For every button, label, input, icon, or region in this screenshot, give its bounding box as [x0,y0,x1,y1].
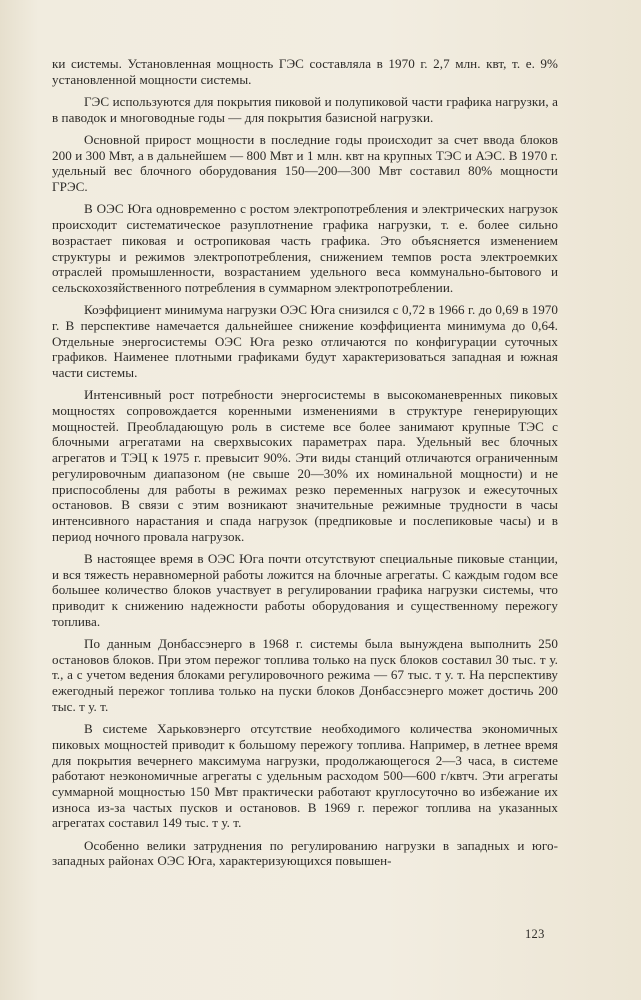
body-text [52,56,558,876]
paragraph-6: Интенсивный рост потребности энергосистемы в высокоманевренных пиковых мощностях сопровождается коренными изменениями в структуре генерирующих мощностей. Преобладающую роль в системе все более занимают крупные ТЭС с блочными агрегатами на сверхвысоких параметрах пара. Удельный вес блочных агрегатов и ТЭЦ к 1975 г. превысит 90%. Эти виды станций отличаются ограниченным регулировочным диапазоном (не свыше 20—30% их номинальной мощности) и не приспособлены для работы в режимах резко переменных нагрузок и ежесуточных остановов. В связи с этим возникают значительные режимные трудности в часы интенсивного нарастания и спада нагрузок (предпиковые и послепиковые часы) и в период ночного провала нагрузок. [52,387,558,544]
paragraph-2: ГЭС используются для покрытия пиковой и полупиковой части графика нагрузки, а в паводок и многоводные годы — для покрытия базисной нагрузки. [52,94,558,125]
paragraph-3: Основной прирост мощности в последние годы происходит за счет ввода блоков 200 и 300 Мвт, а в дальнейшем — 800 Мвт и 1 млн. квт на крупных ТЭС и АЭС. В 1970 г. удельный вес блочного оборудования 150—200—300 Мвт составил 80% мощности ГРЭС. [52,132,558,195]
paragraph-10: Особенно велики затруднения по регулированию нагрузки в западных и юго-западных районах ОЭС Юга, характеризующихся повышен- [52,837,558,869]
paragraph-9: В системе Харьковэнерго отсутствие необходимого количества экономичных пиковых мощностей приводит к большому пережогу топлива. Например, в летнее время для покрытия вечернего максимума нагрузки, продолжающегося 2—3 часа, в системе работают неэкономичные агрегаты с удельным расходом 500—600 г/квтч. Эти агрегаты суммарной мощностью 150 Мвт практически работают круглосуточно во избежание их износа из-за частых пусков и остановов. В 1969 г. пережог топлива на указанных агрегатах составил 149 тыс. т у. т. [52,721,558,831]
paragraph-5: Коэффициент минимума нагрузки ОЭС Юга снизился с 0,72 в 1966 г. до 0,69 в 1970 г. В перспективе намечается дальнейшее снижение коэффициента минимума до 0,64. Отдельные энергосистемы ОЭС Юга резко отличаются по конфигурации суточных графиков. Наименее плотными графиками будут характеризоваться западная и южная части системы. [52,302,558,381]
page-number: 123 [525,927,545,941]
paragraph-7: В настоящее время в ОЭС Юга почти отсутствуют специальные пиковые станции, и вся тяжесть неравномерной работы ложится на блочные агрегаты. С каждым годом все большее количество блоков участвует в регулировании графика нагрузки системы, что приводит к снижению надежности работы оборудования и существенному пережогу топлива. [52,550,558,629]
paragraph-1: ки системы. Установленная мощность ГЭС составляла в 1970 г. 2,7 млн. квт, т. е. 9% установленной мощности системы. [52,56,558,87]
paragraph-4: В ОЭС Юга одновременно с ростом электропотребления и электрических нагрузок происходит систематическое разуплотнение графика нагрузки, т. е. более сильно возрастает пиковая и остропиковая часть графика. Это объясняется изменением структуры и режимов электропотребления, снижением темпов роста электроемких отраслей промышленности, возрастанием удельного веса коммунально-бытового и сельскохозяйственного потребления в суммарном электропотреблении. [52,201,558,295]
paragraph-8: По данным Донбассэнерго в 1968 г. системы была вынуждена выполнить 250 остановов блоков. При этом пережог топлива только на пуск блоков составил 30 тыс. т у. т., а с учетом ведения блоками регулировочного режима — 67 тыс. т у. т. На перспективу ежегодный пережог топлива только на пуски блоков Донбассэнерго может достичь 200 тыс. т у. т. [52,636,558,714]
